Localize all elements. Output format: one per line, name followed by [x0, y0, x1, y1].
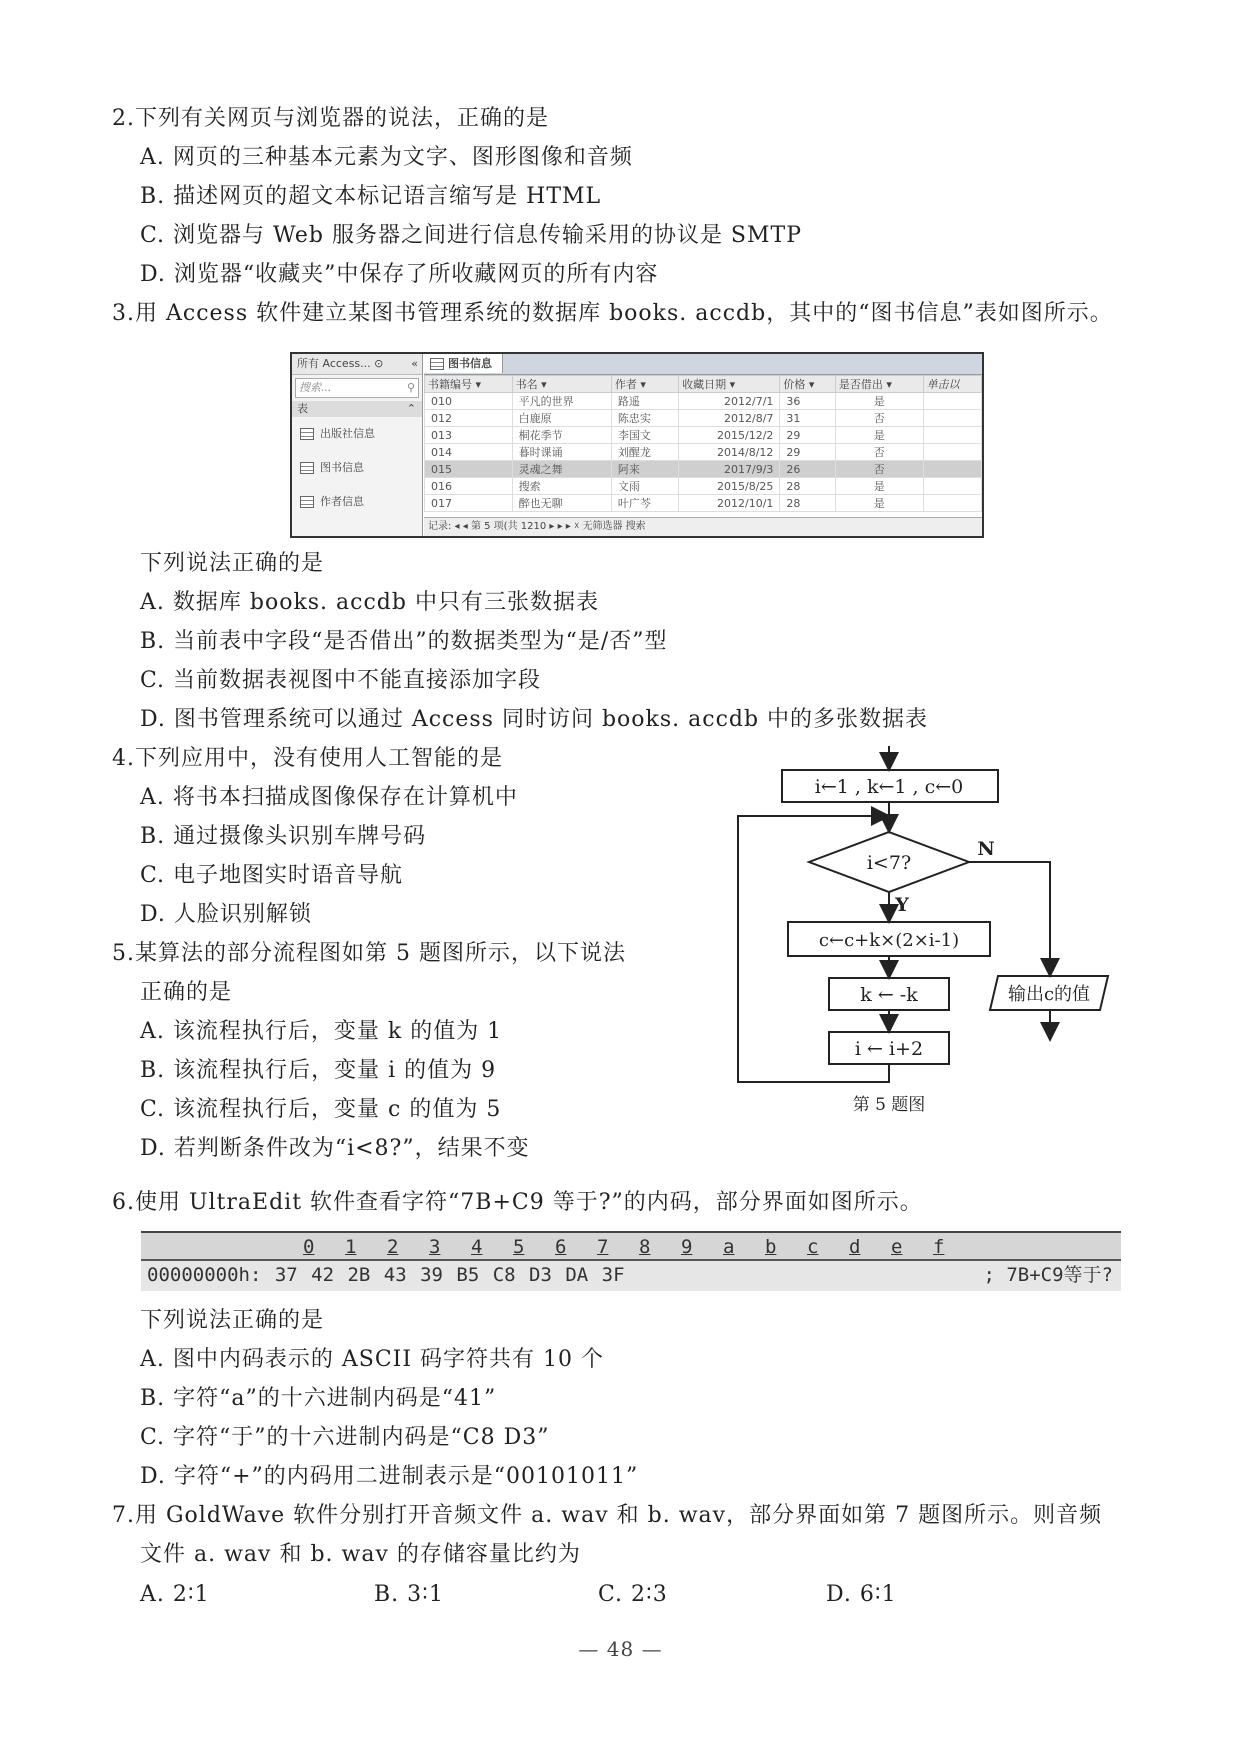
hex-col-label: b: [765, 1236, 777, 1258]
tab-bar: [424, 354, 982, 375]
nav-search-input[interactable]: 搜索... ⚲: [295, 378, 419, 398]
hex-col-label: f: [933, 1236, 945, 1258]
q3-option-c: C. 当前数据表视图中不能直接添加字段: [140, 668, 542, 693]
collapse-icon[interactable]: «: [411, 357, 418, 370]
hex-col-label: 4: [471, 1236, 483, 1258]
hex-col-label: 7: [597, 1236, 609, 1258]
q5-option-b: B. 该流程执行后，变量 i 的值为 9: [140, 1058, 497, 1083]
table-row[interactable]: 017 醉也无聊 叶广芩 2012/10/1 28 是: [425, 495, 982, 512]
nav-section-tables[interactable]: 表 ⌃: [292, 401, 422, 417]
q7-stem: 7.用 GoldWave 软件分别打开音频文件 a. wav 和 b. wav，部分界面如第 7 题图所示。则音频: [112, 1503, 1103, 1528]
q5-option-a: A. 该流程执行后，变量 k 的值为 1: [140, 1019, 503, 1044]
column-header[interactable]: 是否借出 ▾: [835, 376, 923, 393]
flowchart-figure: [708, 712, 1138, 1152]
hex-text-preview: ; 7B+C9等于?: [983, 1264, 1113, 1286]
q4-stem: 4.下列应用中，没有使用人工智能的是: [112, 746, 503, 771]
table-icon: [430, 358, 444, 370]
column-header[interactable]: 书籍编号 ▾: [425, 376, 513, 393]
q6-option-d: D. 字符“+”的内码用二进制表示是“00101011”: [140, 1464, 639, 1489]
flow-caption: 第 5 题图: [852, 1095, 926, 1115]
hex-data-row: [141, 1261, 1121, 1291]
hex-col-label: 5: [513, 1236, 525, 1258]
q7-option-c: C. 2∶3: [598, 1582, 668, 1607]
hex-col-label: 1: [345, 1236, 357, 1258]
hex-col-label: 2: [387, 1236, 399, 1258]
search-icon: ⚲: [406, 381, 415, 394]
q5-stem: 5.某算法的部分流程图如第 5 题图所示，以下说法: [112, 941, 626, 966]
access-screenshot: [290, 352, 984, 538]
flow-cond-text: i<7?: [866, 852, 912, 874]
datasheet-table: [424, 375, 982, 512]
q5-option-d: D. 若判断条件改为“i<8?”，结果不变: [140, 1136, 530, 1161]
q3-prompt: 下列说法正确的是: [140, 551, 325, 576]
q6-prompt: 下列说法正确的是: [140, 1308, 325, 1333]
hex-col-label: 3: [429, 1236, 441, 1258]
chevron-down-icon[interactable]: ⊙: [374, 357, 384, 370]
flow-init-text: i←1 , k←1 , c←0: [814, 776, 964, 798]
q3-option-a: A. 数据库 books. accdb 中只有三张数据表: [140, 590, 599, 615]
q4-option-d: D. 人脸识别解锁: [140, 902, 312, 927]
q4-option-b: B. 通过摄像头识别车牌号码: [140, 824, 427, 849]
hex-col-label: 0: [303, 1236, 315, 1258]
q6-option-a: A. 图中内码表示的 ASCII 码字符共有 10 个: [140, 1347, 605, 1372]
q6-option-c: C. 字符“于”的十六进制内码是“C8 D3”: [140, 1425, 550, 1450]
table-icon: [300, 428, 314, 440]
column-header[interactable]: 收藏日期 ▾: [679, 376, 780, 393]
flow-step1-text: c←c+k×(2×i-1): [818, 930, 960, 951]
q2-option-d: D. 浏览器“收藏夹”中保存了所收藏网页的所有内容: [140, 262, 659, 287]
hex-col-label: e: [891, 1236, 903, 1258]
table-row[interactable]: 012 白鹿原 陈忠实 2012/8/7 31 否: [425, 410, 982, 427]
table-row[interactable]: 010 平凡的世界 路遥 2012/7/1 36 是: [425, 393, 982, 410]
table-row[interactable]: 016 搜索 文雨 2015/8/25 28 是: [425, 478, 982, 495]
table-row[interactable]: 014 暮时课诵 刘醒龙 2014/8/12 29 否: [425, 444, 982, 461]
q4-option-a: A. 将书本扫描成图像保存在计算机中: [140, 785, 518, 810]
access-nav-pane: [292, 354, 423, 536]
q3-option-b: B. 当前表中字段“是否借出”的数据类型为“是/否”型: [140, 629, 668, 654]
q4-option-c: C. 电子地图实时语音导航: [140, 863, 404, 888]
hex-column-header: [141, 1231, 1121, 1261]
table-row-selected[interactable]: 015 灵魂之舞 阿来 2017/9/3 26 否: [425, 461, 982, 478]
q2-option-c: C. 浏览器与 Web 服务器之间进行信息传输采用的协议是 SMTP: [140, 223, 803, 248]
q3-stem: 3.用 Access 软件建立某图书管理系统的数据库 books. accdb，其中的“图书信息”表如图所示。: [112, 301, 1113, 326]
hex-col-label: d: [849, 1236, 861, 1258]
flow-output-text: 输出c的值: [1007, 984, 1091, 1005]
flow-step3-text: i ← i+2: [854, 1038, 924, 1060]
hex-bytes: 00000000h: 37 42 2B 43 39 B5 C8 D3 DA 3F: [147, 1264, 625, 1286]
nav-item-books[interactable]: 图书信息: [292, 451, 422, 485]
column-header[interactable]: 价格 ▾: [780, 376, 836, 393]
q6-option-b: B. 字符“a”的十六进制内码是“41”: [140, 1386, 497, 1411]
tab-books[interactable]: 图书信息: [424, 354, 503, 373]
flow-step2-text: k ← -k: [860, 984, 918, 1006]
table-row[interactable]: 013 桐花季节 李国文 2015/12/2 29 是: [425, 427, 982, 444]
q3-option-d: D. 图书管理系统可以通过 Access 同时访问 books. accdb 中的多张数据表: [140, 707, 929, 732]
hex-col-label: c: [807, 1236, 819, 1258]
q2-option-a: A. 网页的三种基本元素为文字、图形图像和音频: [140, 145, 633, 170]
record-navigation-bar[interactable]: 记录: ◂ ◂ 第 5 项(共 1210 ▸ ▸ ▸ ☓ 无筛选器 搜索: [424, 517, 982, 536]
page-number: — 48 —: [578, 1637, 663, 1661]
table-icon: [300, 496, 314, 508]
flow-yes-label: Y: [895, 894, 909, 916]
column-header[interactable]: 书名 ▾: [512, 376, 611, 393]
add-field-header[interactable]: 单击以: [923, 376, 981, 393]
hex-col-label: 6: [555, 1236, 567, 1258]
q7-option-b: B. 3∶1: [374, 1582, 444, 1607]
q5-stem-cont: 正确的是: [140, 980, 233, 1005]
q7-option-d: D. 6∶1: [826, 1582, 897, 1607]
nav-header[interactable]: 所有 Access... ⊙ «: [292, 354, 422, 375]
column-header[interactable]: 作者 ▾: [611, 376, 678, 393]
q2-stem: 2.下列有关网页与浏览器的说法，正确的是: [112, 106, 549, 131]
hex-col-label: 9: [681, 1236, 693, 1258]
q2-option-b: B. 描述网页的超文本标记语言缩写是 HTML: [140, 184, 602, 209]
flow-no-label: N: [977, 838, 995, 860]
q7-option-a: A. 2∶1: [140, 1582, 210, 1607]
nav-item-publisher[interactable]: 出版社信息: [292, 417, 422, 451]
access-datasheet: [424, 354, 982, 536]
q6-stem: 6.使用 UltraEdit 软件查看字符“7B+C9 等于?”的内码，部分界面如图所示。: [112, 1190, 923, 1215]
hex-col-label: a: [723, 1236, 735, 1258]
q7-stem-cont: 文件 a. wav 和 b. wav 的存储容量比约为: [140, 1542, 581, 1567]
hex-col-label: 8: [639, 1236, 651, 1258]
table-icon: [300, 462, 314, 474]
ultraedit-hex-view: [141, 1231, 1121, 1291]
q5-option-c: C. 该流程执行后，变量 c 的值为 5: [140, 1097, 502, 1122]
nav-item-authors[interactable]: 作者信息: [292, 485, 422, 519]
